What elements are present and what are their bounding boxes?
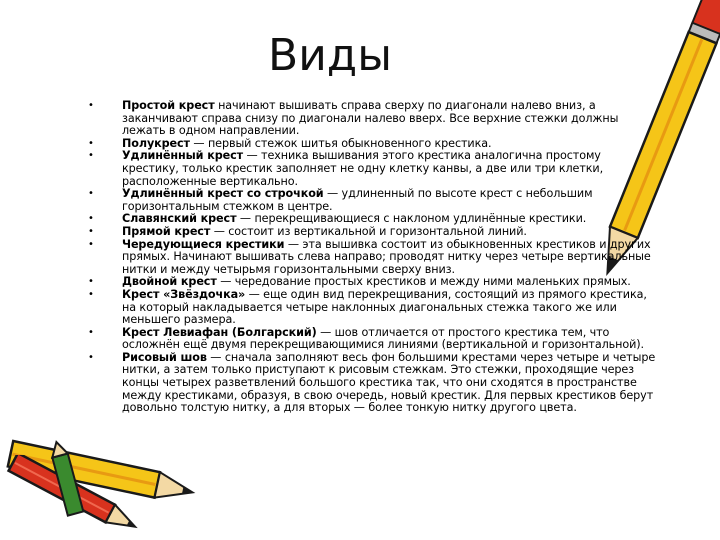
item-text: — первый стежок шитья обыкновенного крестика.: [189, 136, 492, 150]
item-text: — состоит из вертикальной и горизонтальной линий.: [210, 224, 527, 238]
list-item: [84, 188, 656, 213]
list-item: [84, 289, 656, 327]
types-list: [84, 100, 656, 415]
item-term: Рисовый шов: [122, 350, 207, 364]
item-text: — шов отличается от простого крестика тем, что осложнён ещё двумя перекрещивающимися линиями (вертикальной и горизонтальной).: [122, 325, 645, 352]
pencil-icon-bottom-left-green: [40, 440, 100, 530]
item-text: — перекрещивающиеся с наклоном удлинённые крестики.: [236, 212, 587, 226]
item-text: — техника вышивания этого крестика аналогична простому крестику, только крестик заполняет не одну клетку канвы, а две или три клетки, расположенные вертикально.: [122, 149, 604, 188]
item-text: — сначала заполняют весь фон большими крестами через четыре и четыре нитки, а затем только приступают к рисовым стежкам. Это стежки, проходящие через концы четырех разветвлений большого крестика так, что они сходятся в пространстве между крестиками, образуя, в свою очередь, новый крестик. Для первых крестиков берут довольно толстую нитку, а для вторых — более тонкую нитку другого цвета.: [122, 350, 656, 415]
page-title: Виды: [268, 30, 392, 81]
item-text: — чередование простых крестиков и между ними маленьких прямых.: [216, 275, 631, 289]
item-term: Удлинённый крест со строчкой: [122, 187, 324, 201]
list-item: [84, 352, 656, 415]
list-item: [84, 239, 656, 277]
item-term: Удлинённый крест: [122, 149, 244, 163]
item-term: Крест Левиафан (Болгарский): [122, 325, 317, 339]
item-term: Крест «Звёздочка»: [122, 287, 246, 301]
item-term: Простой крест: [122, 99, 215, 112]
item-text: — удлиненный по высоте крест с небольшим горизонтальным стежком в центре.: [122, 187, 593, 213]
item-term: Двойной крест: [122, 275, 217, 289]
item-term: Чередующиеся крестики: [122, 237, 285, 251]
item-text: начинают вышивать справа сверху по диагонали налево вниз, а заканчивают справа снизу по диагонали налево вверх. Все верхние стежки должны лежать в одном направлении.: [122, 99, 619, 138]
list-item: [84, 100, 656, 138]
list-item: [84, 327, 656, 352]
item-text: — еще один вид перекрещивания, состоящий из прямого крестика, на который накладывается четыре наклонных диагональных стежка такого же или меньшего размера.: [122, 287, 647, 327]
item-text: — эта вышивка состоит из обыкновенных крестиков и других прямых. Начинают вышивать слева направо; проводят нитку через четыре вертикальные нитки и между четырьмя горизонтальными сверху вниз.: [122, 237, 651, 276]
item-term: Полукрест: [122, 136, 190, 150]
list-item: [84, 150, 656, 188]
item-term: Прямой крест: [122, 224, 211, 238]
item-term: Славянский крест: [122, 212, 237, 226]
